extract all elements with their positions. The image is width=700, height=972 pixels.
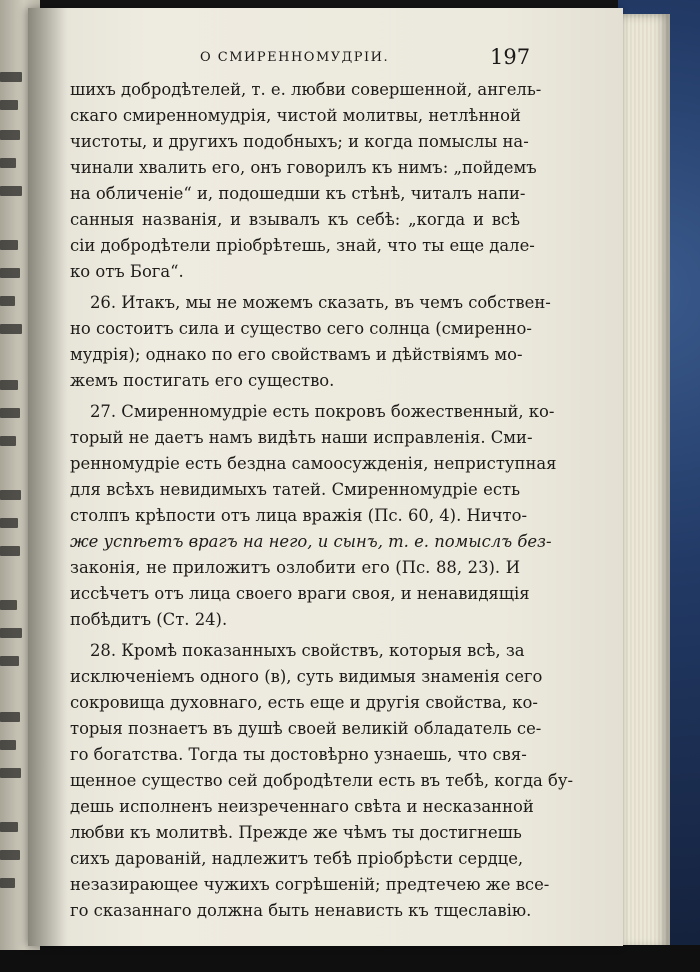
text-line: сихъ дарованій, надлежитъ тебѣ пріобрѣсти сердце, [70,849,524,868]
text-line: щенное существо сей добродѣтели есть въ тебѣ, когда бу- [70,771,574,790]
paragraph-28-line: 28. Кромѣ показанныхъ свойствъ, которыя всѣ, за [90,641,525,660]
text-line: чинали хвалить его, онъ говорилъ къ нимъ: „пойдемъ [70,158,537,177]
text-line: побѣдитъ (Ст. 24). [70,610,228,629]
background-table [0,945,700,972]
text-line: скаго смиренномудрія, чистой молитвы, нетлѣнной [70,106,521,125]
text-line: иссѣчетъ отъ лица своего враги своя, и ненавидящія [70,584,530,603]
text-line: шихъ добродѣтелей, т. е. любви совершенной, ангель- [70,80,542,99]
page-number: 197 [490,45,531,69]
text-line: го богатства. Тогда ты достовѣрно узнаешь, что свя- [70,745,527,764]
page-edges [620,14,670,949]
text-line: го сказаннаго должна быть ненависть къ тщеславію. [70,901,532,920]
text-line: незазирающее чужихъ согрѣшеній; предтечею же все- [70,875,550,894]
text-line: исключеніемъ одного (в), суть видимыя знаменія сего [70,667,543,686]
text-line: столпъ крѣпости отъ лица вражія (Пс. 60, 4). Ничто- [70,506,528,525]
running-head: О СМИРЕННОМУДРІИ. [200,50,390,65]
text-line: любви къ молитвѣ. Прежде же чѣмъ ты достигнешь [70,823,522,842]
text-line: сокровища духовнаго, есть еще и другія свойства, ко- [70,693,538,712]
text-line: сіи добродѣтели пріобрѣтешь, знай, что ты еще дале- [70,236,535,255]
paragraph-27-line: 27. Смиренномудріе есть покровъ божественный, ко- [90,402,555,421]
text-line: ко отъ Бога“. [70,262,184,281]
text-line: жемъ постигать его существо. [70,371,335,390]
text-line: но состоитъ сила и существо сего солнца (смиренно- [70,319,532,338]
paragraph-26-line: 26. Итакъ, мы не можемъ сказать, въ чемъ собствен- [90,293,551,312]
text-line: ренномудріе есть бездна самоосужденія, неприступная [70,454,557,473]
text-line: санныя названія, и взывалъ къ себѣ: „когда и всѣ [70,210,520,229]
gutter-shadow [28,8,68,946]
book-page [28,8,623,946]
text-line: дешь исполненъ неизреченнаго свѣта и несказанной [70,797,534,816]
text-line: торыя познаетъ въ душѣ своей великій обладатель се- [70,719,542,738]
text-line: торый не даетъ намъ видѣть наши исправленія. Сми- [70,428,533,447]
text-line: для всѣхъ невидимыхъ татей. Смиренномудріе есть [70,480,520,499]
text-line: законія, не приложитъ озлобити его (Пс. 88, 23). И [70,558,520,577]
text-line: чистоты, и другихъ подобныхъ; и когда помыслы на- [70,132,529,151]
text-line: на обличеніе“ и, подошедши къ стѣнѣ, читалъ напи- [70,184,526,203]
text-line: же успѣетъ врагъ на него, и сынъ, т. е. помыслъ без- [70,532,552,551]
text-line: мудрія); однако по его свойствамъ и дѣйствіямъ мо- [70,345,523,364]
